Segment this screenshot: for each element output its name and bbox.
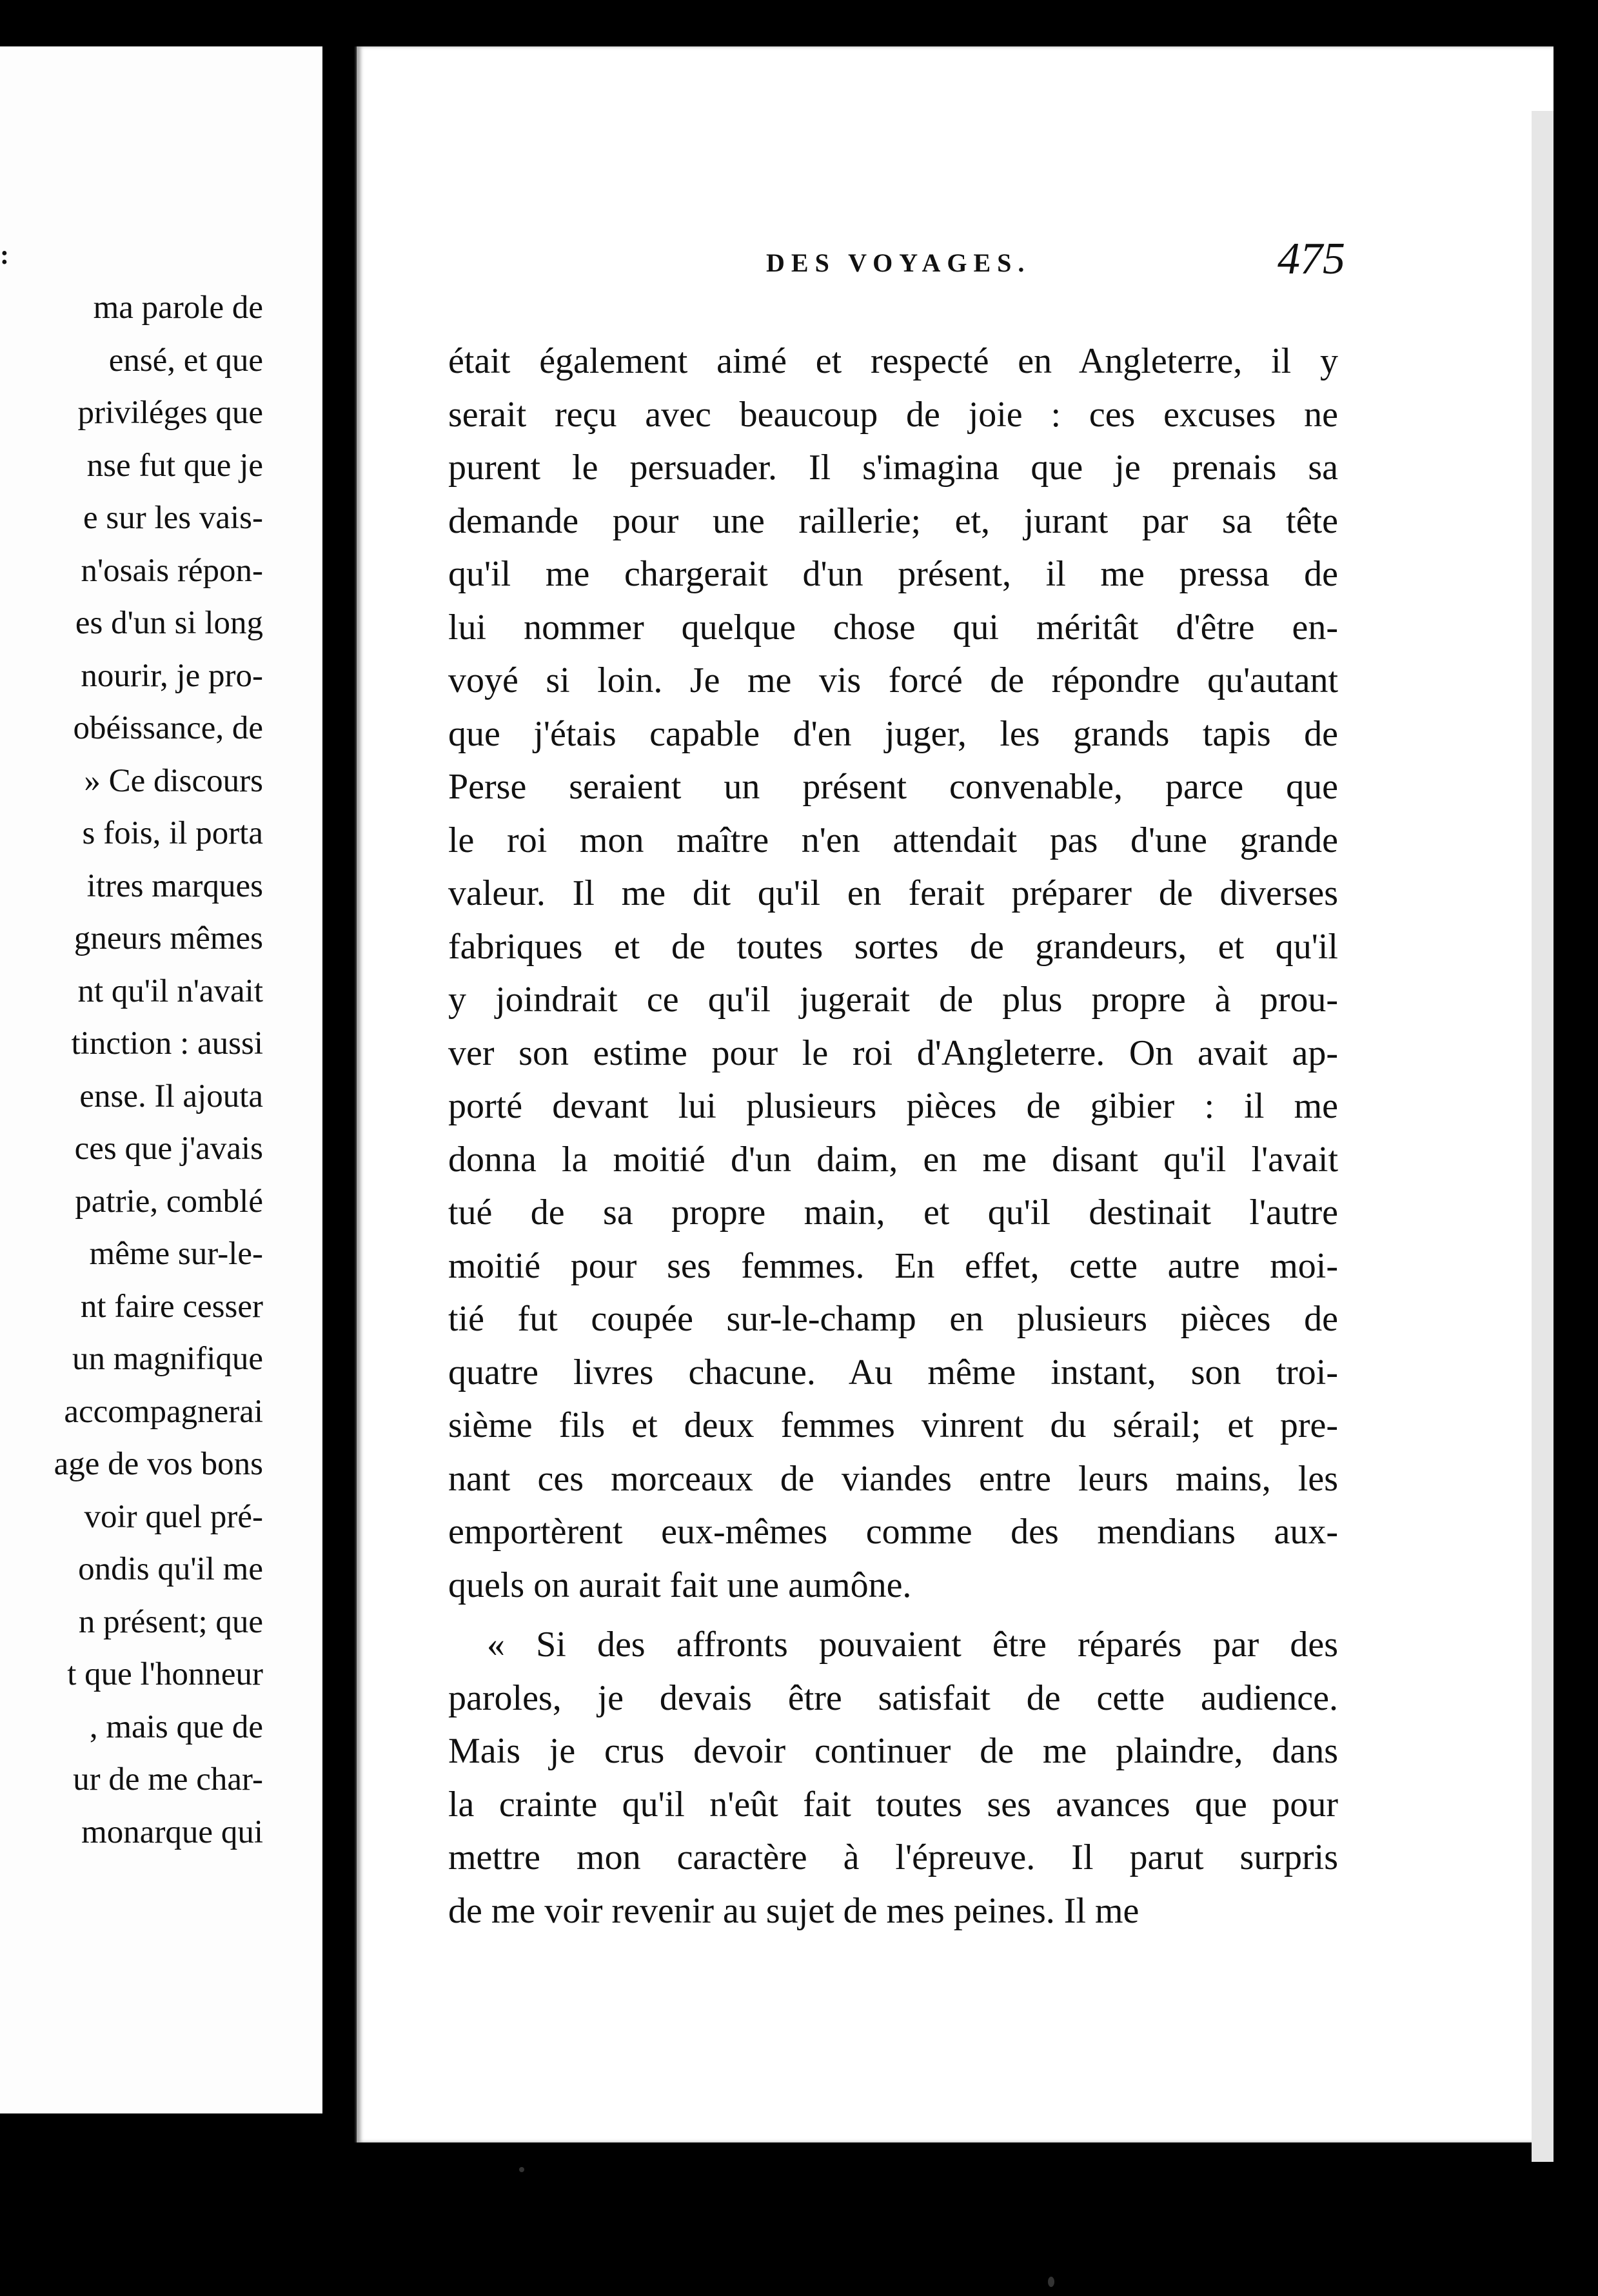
- text-line: que j'étais capable d'en juger, les grands tapis de: [448, 713, 1338, 754]
- text-line: sième fils et deux femmes vinrent du sérail; et pre-: [448, 1405, 1338, 1445]
- left-page: [0, 46, 322, 2113]
- text-line: emportèrent eux-mêmes comme des mendians aux-: [448, 1512, 1338, 1552]
- dust-speck: [519, 2167, 524, 2172]
- text-line: serait reçu avec beaucoup de joie : ces excuses ne: [448, 394, 1338, 435]
- left-page-line: ense. Il ajouta: [79, 1078, 263, 1114]
- text-line: qu'il me chargerait d'un présent, il me pressa de: [448, 554, 1338, 594]
- text-line: lui nommer quelque chose qui méritât d'être en-: [448, 607, 1338, 648]
- left-page-line: ondis qu'il me: [78, 1551, 263, 1587]
- text-line: moitié pour ses femmes. En effet, cette autre moi-: [448, 1245, 1338, 1286]
- right-page: [355, 46, 1554, 2143]
- text-line: quatre livres chacune. Au même instant, son troi-: [448, 1352, 1338, 1392]
- left-page-line: patrie, comblé: [75, 1183, 263, 1220]
- text-line: tié fut coupée sur-le-champ en plusieurs pièces de: [448, 1299, 1338, 1339]
- text-line: « Si des affronts pouvaient être réparés par des: [487, 1625, 1338, 1665]
- text-line: mettre mon caractère à l'épreuve. Il parut surpris: [448, 1837, 1338, 1877]
- text-line: paroles, je devais être satisfait de cette audience.: [448, 1677, 1338, 1718]
- text-line: valeur. Il me dit qu'il en ferait préparer de diverses: [448, 873, 1338, 913]
- left-page-line: age de vos bons: [54, 1446, 263, 1482]
- text-line: nant ces morceaux de viandes entre leurs mains, les: [448, 1458, 1338, 1499]
- text-line: y joindrait ce qu'il jugerait de plus propre à prou-: [448, 980, 1338, 1020]
- left-page-line: ma parole de: [93, 290, 263, 326]
- left-page-line: ces que j'avais: [74, 1131, 263, 1167]
- left-page-line: gneurs mêmes: [74, 920, 263, 956]
- page-number: 475: [1277, 234, 1345, 284]
- text-line: voyé si loin. Je me vis forcé de répondre qu'autant: [448, 660, 1338, 700]
- left-page-line: ensé, et que: [108, 342, 263, 379]
- dust-speck: [1048, 2277, 1054, 2287]
- left-page-line: t que l'honneur: [67, 1656, 263, 1692]
- left-page-line: nse fut que je: [86, 447, 263, 484]
- text-line: porté devant lui plusieurs pièces de gibier : il me: [448, 1086, 1338, 1126]
- left-page-line: e sur les vais-: [83, 500, 263, 536]
- text-line: ver son estime pour le roi d'Angleterre. On avait ap-: [448, 1033, 1338, 1073]
- left-page-line: es d'un si long: [75, 605, 263, 641]
- text-line: demande pour une raillerie; et, jurant par sa tête: [448, 500, 1338, 541]
- left-page-line: accompagnerai: [64, 1393, 263, 1430]
- left-page-line: n'osais répon-: [81, 552, 263, 589]
- left-page-line: » Ce discours: [84, 762, 263, 799]
- text-line: fabriques et de toutes sortes de grandeurs, et qu'il: [448, 926, 1338, 967]
- left-page-line: , mais que de: [89, 1708, 263, 1745]
- text-line: la crainte qu'il n'eût fait toutes ses avances que pour: [448, 1784, 1338, 1825]
- text-line: purent le persuader. Il s'imagina que je prenais sa: [448, 448, 1338, 488]
- text-line: le roi mon maître n'en attendait pas d'une grande: [448, 820, 1338, 860]
- left-page-line: même sur-le-: [89, 1236, 263, 1272]
- left-page-line: nourir, je pro-: [81, 657, 263, 694]
- left-page-line: monarque qui: [81, 1814, 263, 1850]
- left-page-line: nt faire cesser: [80, 1288, 263, 1325]
- text-line: quels on aurait fait une aumône.: [448, 1565, 912, 1605]
- left-page-line: un magnifique: [72, 1341, 263, 1377]
- left-page-line: priviléges que: [77, 395, 263, 431]
- left-page-line: itres marques: [86, 867, 263, 904]
- text-line: tué de sa propre main, et qu'il destinait l'autre: [448, 1193, 1338, 1232]
- text-line: était également aimé et respecté en Angleterre, il y: [448, 341, 1338, 381]
- left-page-line: ur de me char-: [73, 1761, 263, 1797]
- left-page-line: s fois, il porta: [82, 815, 263, 851]
- left-page-line: obéissance, de: [73, 710, 263, 746]
- left-page-line: tinction : aussi: [71, 1025, 263, 1062]
- page-header: [357, 234, 1554, 292]
- text-line: Mais je crus devoir continuer de me plaindre, dans: [448, 1731, 1338, 1771]
- left-page-line: voir quel pré-: [84, 1498, 263, 1535]
- page-edge: [1532, 111, 1554, 2162]
- text-line: donna la moitié d'un daim, en me disant qu'il l'avait: [448, 1139, 1338, 1180]
- left-page-line: nt qu'il n'avait: [77, 973, 263, 1009]
- left-page-line: n présent; que: [78, 1603, 263, 1640]
- left-page-header-fragment: :: [0, 241, 9, 270]
- text-line: Perse seraient un présent convenable, parce que: [448, 767, 1338, 807]
- text-line: de me voir revenir au sujet de mes peines. Il me: [448, 1890, 1139, 1931]
- running-head: DES VOYAGES.: [766, 248, 1031, 277]
